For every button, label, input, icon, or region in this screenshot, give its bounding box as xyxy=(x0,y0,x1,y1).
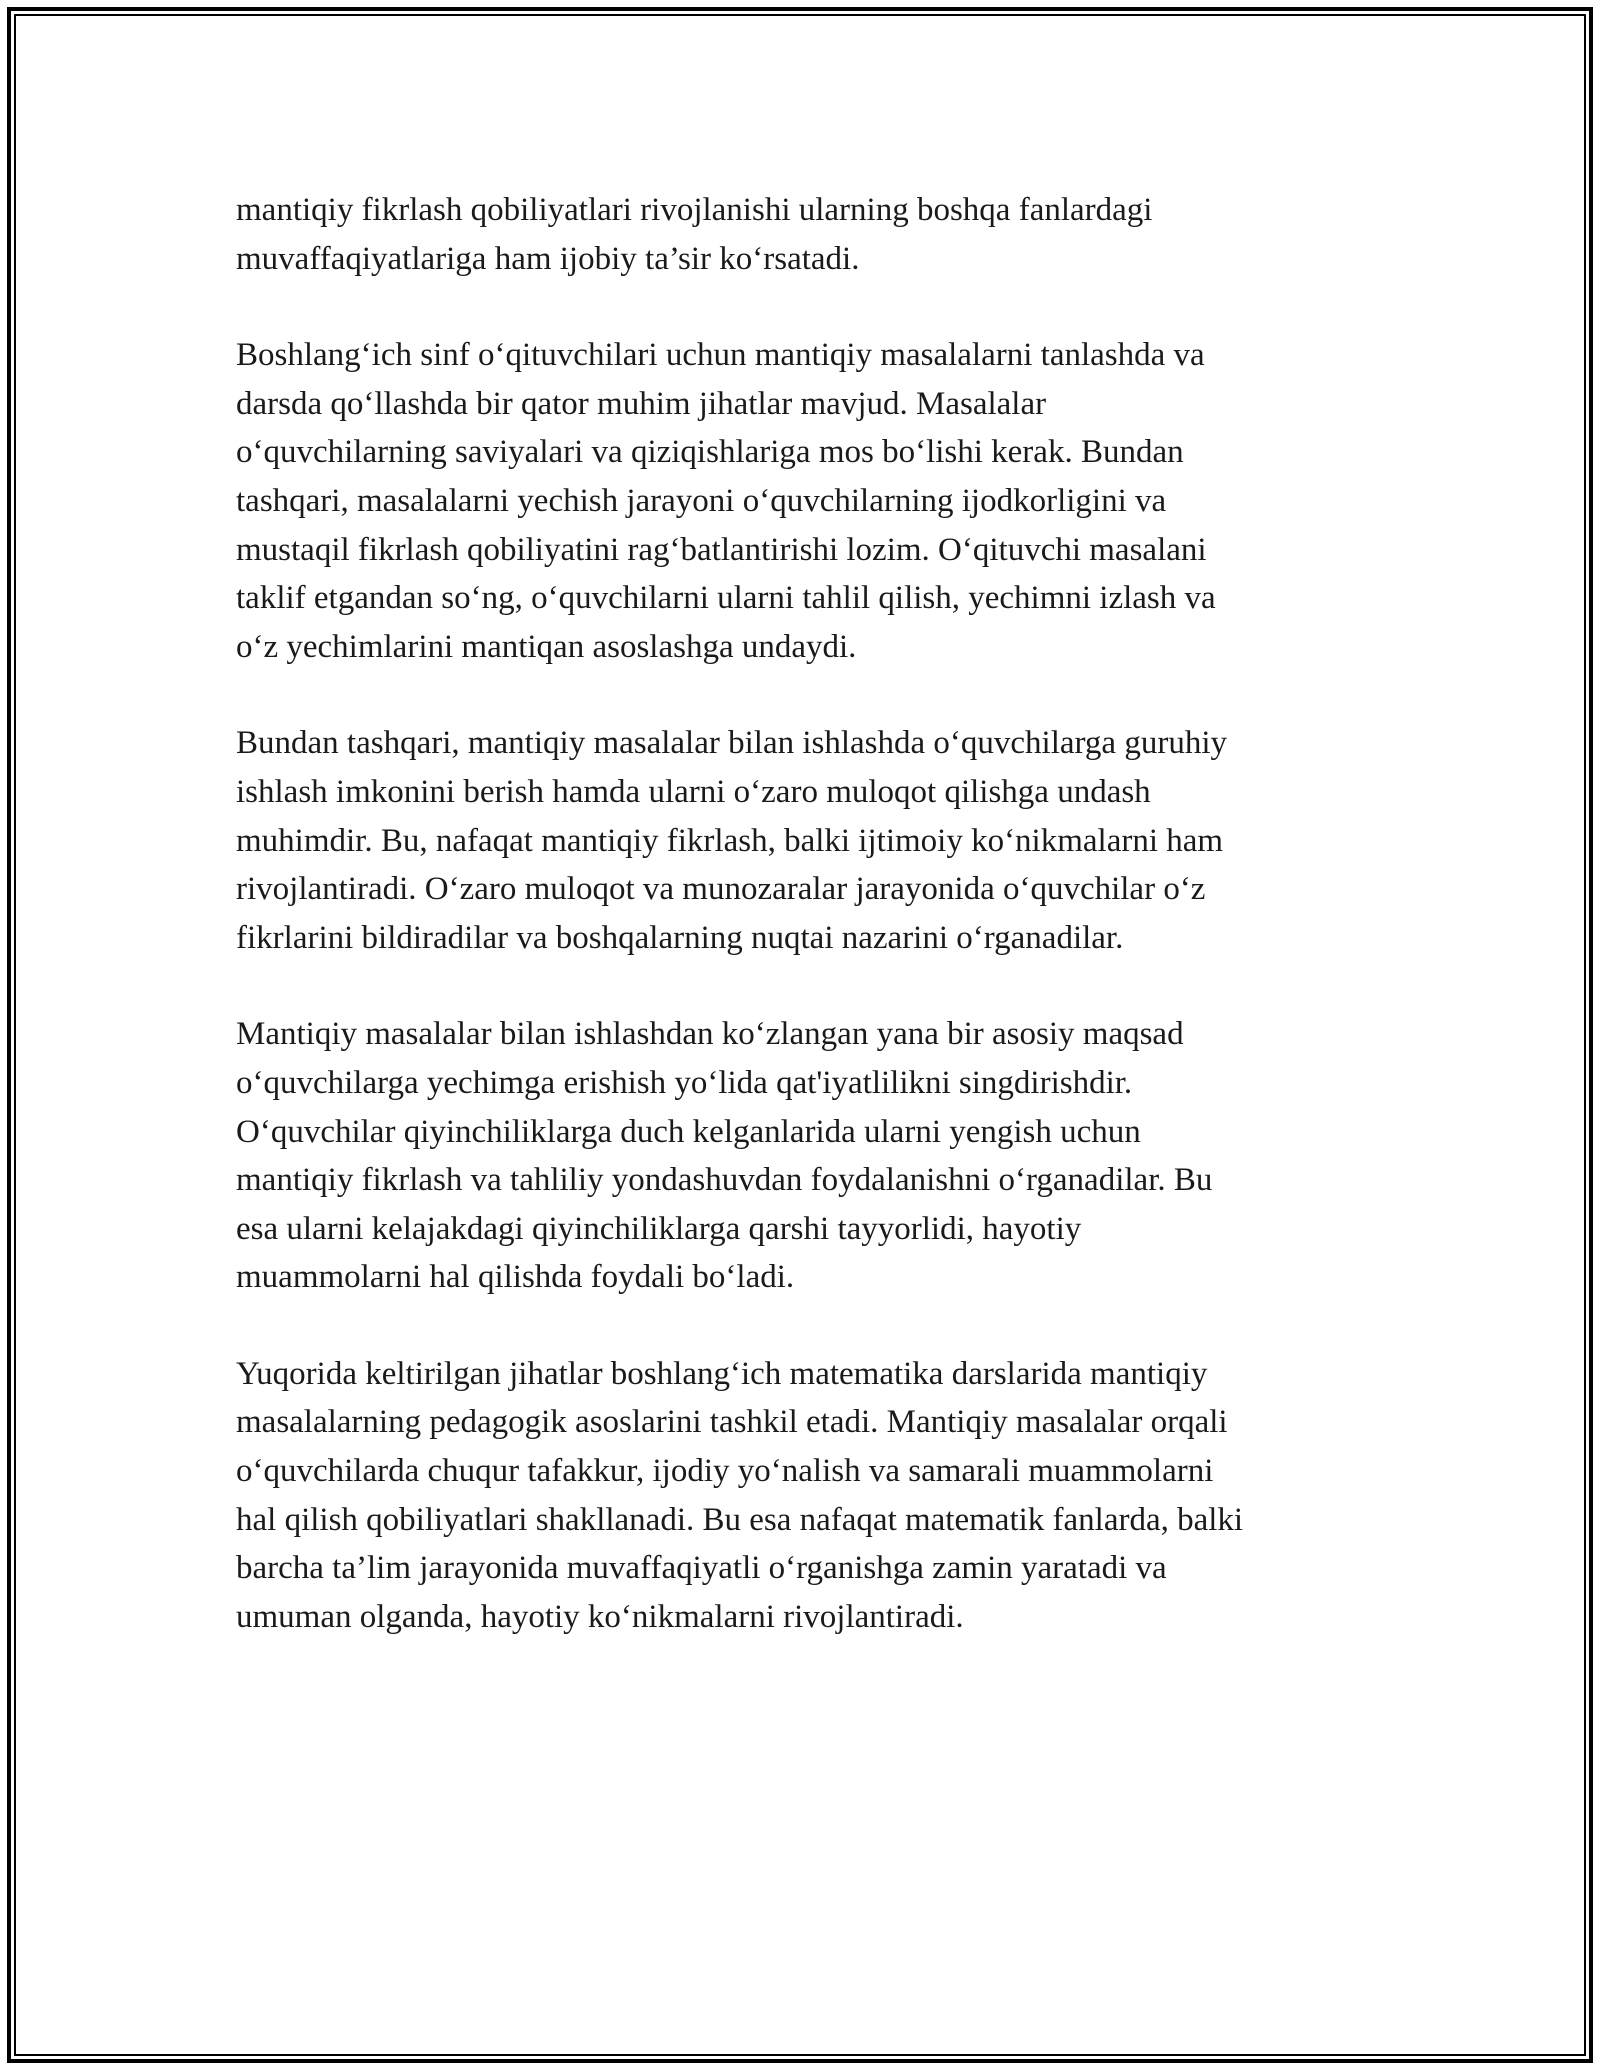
text-line: barcha ta’lim jarayonida muvaffaqiyatli oʻrganishga zamin yaratadi va xyxy=(236,1550,1167,1587)
text-line: oʻquvchilarning saviyalari va qiziqishlariga mos boʻlishi kerak. Bundan xyxy=(236,434,1184,471)
text-line: darsda qoʻllashda bir qator muhim jihatlar mavjud. Masalalar xyxy=(236,385,1047,422)
text-line: muvaffaqiyatlariga ham ijobiy ta’sir koʻrsatadi. xyxy=(236,240,860,277)
text-line: fikrlarini bildiradilar va boshqalarning nuqtai nazarini oʻrganadilar. xyxy=(236,919,1124,956)
text-line: taklif etgandan soʻng, oʻquvchilarni ularni tahlil qilish, yechimni izlash va xyxy=(236,580,1216,617)
text-line: mustaqil fikrlash qobiliyatini ragʻbatlantirishi lozim. Oʻqituvchi masalani xyxy=(236,531,1207,568)
text-line: Boshlangʻich sinf oʻqituvchilari uchun mantiqiy masalalarni tanlashda va xyxy=(236,337,1205,374)
paragraph-5 xyxy=(236,1350,1376,1642)
paragraph-1 xyxy=(236,186,1376,283)
text-line: muhimdir. Bu, nafaqat mantiqiy fikrlash, balki ijtimoiy koʻnikmalarni ham xyxy=(236,822,1224,859)
paragraph-2 xyxy=(236,331,1376,671)
text-line: ishlash imkonini berish hamda ularni oʻzaro muloqot qilishga undash xyxy=(236,773,1151,810)
text-line: Oʻquvchilar qiyinchiliklarga duch kelganlarida ularni yengish uchun xyxy=(236,1113,1141,1150)
paragraph-3 xyxy=(236,719,1376,962)
text-line: rivojlantiradi. Oʻzaro muloqot va munozaralar jarayonida oʻquvchilar oʻz xyxy=(236,871,1206,908)
text-line: Bundan tashqari, mantiqiy masalalar bilan ishlashda oʻquvchilarga guruhiy xyxy=(236,725,1227,762)
text-line: mantiqiy fikrlash qobiliyatlari rivojlanishi ularning boshqa fanlardagi xyxy=(236,192,1153,228)
text-line: Yuqorida keltirilgan jihatlar boshlangʻich matematika darslarida mantiqiy xyxy=(236,1355,1208,1392)
text-line: umuman olganda, hayotiy koʻnikmalarni rivojlantiradi. xyxy=(236,1598,964,1635)
text-line: Mantiqiy masalalar bilan ishlashdan koʻzlangan yana bir asosiy maqsad xyxy=(236,1016,1184,1053)
document-body xyxy=(236,186,1376,1689)
paragraph-4 xyxy=(236,1010,1376,1302)
text-line: esa ularni kelajakdagi qiyinchiliklarga qarshi tayyorlidi, hayotiy xyxy=(236,1210,1082,1247)
text-line: masalalarning pedagogik asoslarini tashkil etadi. Mantiqiy masalalar orqali xyxy=(236,1404,1228,1441)
text-line: muammolarni hal qilishda foydali boʻladi. xyxy=(236,1259,795,1296)
text-line: oʻz yechimlarini mantiqan asoslashga undaydi. xyxy=(236,628,857,665)
text-line: mantiqiy fikrlash va tahliliy yondashuvdan foydalanishni oʻrganadilar. Bu xyxy=(236,1162,1213,1199)
text-line: tashqari, masalalarni yechish jarayoni oʻquvchilarning ijodkorligini va xyxy=(236,482,1167,519)
text-line: oʻquvchilarga yechimga erishish yoʻlida qat'iyatlilikni singdirishdir. xyxy=(236,1064,1133,1101)
text-line: hal qilish qobiliyatlari shakllanadi. Bu esa nafaqat matematik fanlarda, balki xyxy=(236,1501,1244,1538)
text-line: oʻquvchilarda chuqur tafakkur, ijodiy yoʻnalish va samarali muammolarni xyxy=(236,1453,1214,1490)
